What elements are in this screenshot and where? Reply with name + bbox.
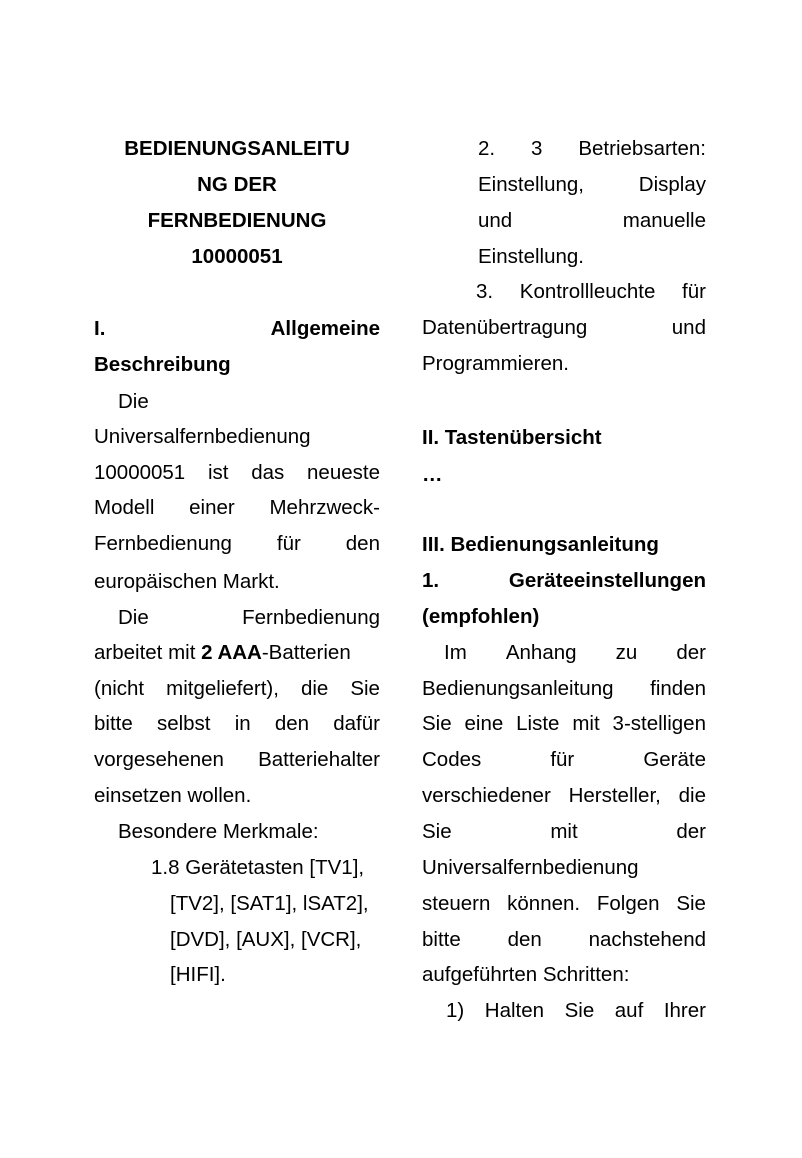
para1-line-1: Die [118, 390, 149, 413]
para1-line-5: Fernbedienung für den [94, 532, 380, 555]
para-line-6: Sie mit der [422, 820, 706, 843]
para-line-8: steuern können. Folgen Sie [422, 892, 706, 915]
title-line-2: NG DER [197, 173, 277, 196]
para1-line-6: europäischen Markt. [94, 570, 280, 593]
para-line-5: verschiedener Hersteller, die [422, 784, 706, 807]
subheading-line-2: (empfohlen) [422, 605, 540, 628]
feature-line-3: [DVD], [AUX], [VCR], [170, 928, 362, 951]
item3-line-3: Programmieren. [422, 352, 569, 375]
para-line-7: Universalfernbedienung [422, 856, 639, 879]
section1-heading: I. Allgemeine [94, 317, 380, 340]
item2-line-2: Einstellung, Display [478, 173, 706, 196]
feature-line-1: 1.8 Gerätetasten [TV1], [151, 856, 365, 879]
item3-line-1: 3. Kontrollleuchte für [476, 280, 706, 303]
battery-count: 2 AAA [201, 641, 262, 664]
item3-line-2: Datenübertragung und [422, 316, 706, 339]
para2-line-1: Die Fernbedienung [118, 606, 380, 629]
section1-heading-line2: Beschreibung [94, 353, 231, 376]
item2-line-3: und manuelle [478, 209, 706, 232]
para-line-4: Codes für Geräte [422, 748, 706, 771]
para1-line-4: Modell einer Mehrzweck- [94, 496, 380, 519]
item2-line-1: 2. 3 Betriebsarten: [478, 137, 706, 160]
para-line-1: Im Anhang zu der [444, 641, 706, 664]
section3-heading: III. Bedienungsanleitung [422, 533, 659, 556]
para-line-9: bitte den nachstehend [422, 928, 706, 951]
para-line-2: Bedienungsanleitung finden [422, 677, 706, 700]
para2-line-5: vorgesehenen Batteriehalter [94, 748, 380, 771]
title-line-3: FERNBEDIENUNG [147, 209, 327, 232]
para1-line-3: 10000051 ist das neueste [94, 461, 380, 484]
section2-heading: II. Tastenübersicht [422, 426, 602, 449]
title-line-1: BEDIENUNGSANLEITU [124, 137, 350, 160]
para-line-10: aufgeführten Schritten: [422, 963, 630, 986]
para-line-3: Sie eine Liste mit 3-stelligen [422, 712, 706, 735]
para-line-11: 1) Halten Sie auf Ihrer [446, 999, 706, 1022]
feature-line-2: [TV2], [SAT1], lSAT2], [170, 892, 369, 915]
subheading-line-1: 1. Geräteeinstellungen [422, 569, 706, 592]
feature-line-4: [HIFI]. [170, 963, 226, 986]
para2-line-4: bitte selbst in den dafür [94, 712, 380, 735]
para2-line-6: einsetzen wollen. [94, 784, 252, 807]
features-label: Besondere Merkmale: [118, 820, 319, 843]
para2-line-2: arbeitet mit 2 AAA-Batterien [94, 641, 351, 664]
para1-line-2: Universalfernbedienung [94, 425, 311, 448]
para2-line-3: (nicht mitgeliefert), die Sie [94, 677, 380, 700]
item2-line-4: Einstellung. [478, 245, 584, 268]
ellipsis: … [422, 463, 443, 486]
title-line-4: 10000051 [191, 245, 283, 268]
